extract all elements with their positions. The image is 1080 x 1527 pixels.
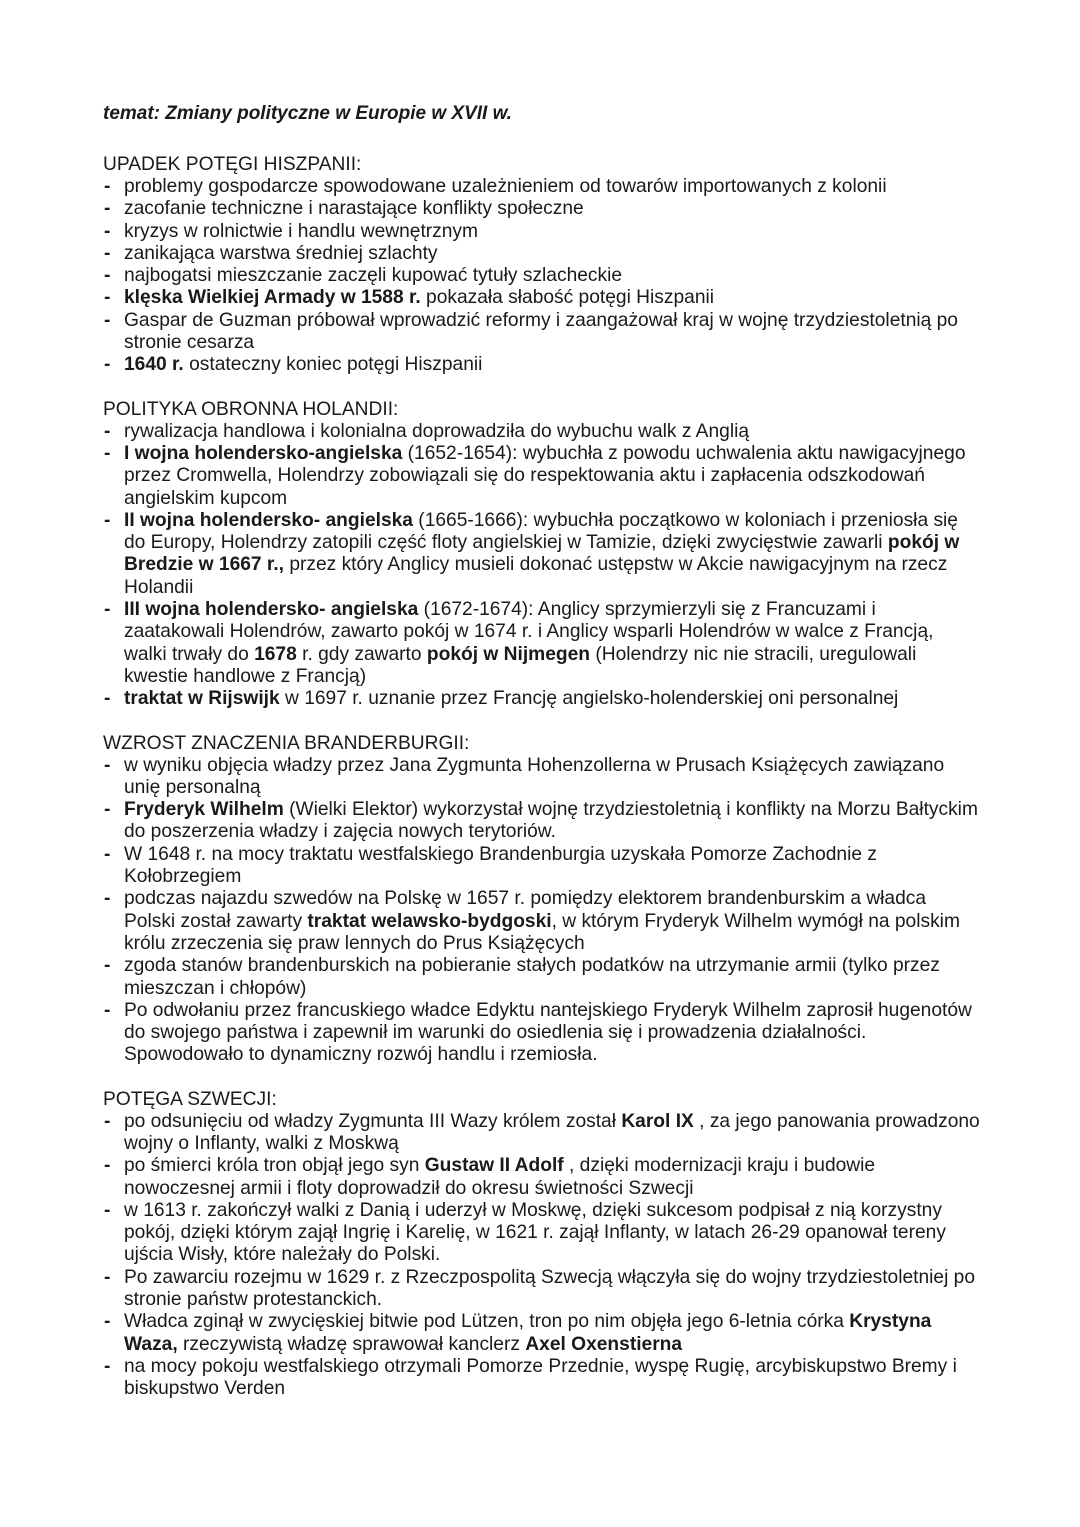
text-run: po odsunięciu od władzy Zygmunta III Wazy królem został [124, 1110, 622, 1132]
page-title: temat: Zmiany polityczne w Europie w XVII w. [103, 103, 512, 124]
section [103, 1089, 980, 1401]
bold-text: 1678 [254, 643, 297, 665]
bold-text: Karol IX [621, 1110, 694, 1132]
text-run: na mocy pokoju westfalskiego otrzymali Pomorze Przednie, wyspę Rugię, arcybiskupstwo Bremy i biskupstwo Verden [124, 1355, 957, 1400]
text-run: (1672-1674): Anglicy sprzymierzyli się z Francuzami i zaatakowali Holendrów, zawarto pokój w 1674 r. i Anglicy wsparli Holendrów w walce z Francją, walki trwały do [124, 599, 934, 665]
list-item [103, 1356, 980, 1401]
section-heading: POTĘGA SZWECJI: [103, 1088, 277, 1110]
list-item [103, 176, 980, 198]
bullet-list [103, 421, 980, 711]
text-run: W 1648 r. na mocy traktatu westfalskiego Brandenburgia uzyskała Pomorze Zachodnie z Kołobrzegiem [124, 843, 877, 888]
text-run: przez który Anglicy musieli dokonać ustępstw w Akcie nawigacyjnym na rzecz Holandii [124, 554, 948, 598]
bold-text: pokój w Nijmegen [426, 643, 591, 665]
bullet-list [103, 1111, 980, 1401]
bold-text: Fryderyk Wilhelm [124, 799, 284, 821]
list-item [103, 755, 980, 800]
list-item [103, 443, 980, 510]
text-run: ostateczny koniec potęgi Hiszpanii [183, 354, 483, 376]
bold-text: Gustaw II Adolf [424, 1155, 564, 1177]
list-item [103, 310, 980, 355]
list-item [103, 844, 980, 889]
list-item [103, 1000, 980, 1067]
text-run: Po zawarciu rozejmu w 1629 r. z Rzeczpospolitą Szwecją włączyła się do wojny trzydziestoletniej po stronie państw protestanckich. [124, 1266, 976, 1311]
section [103, 399, 980, 711]
text-run: w wyniku objęcia władzy przez Jana Zygmunta Hohenzollerna w Prusach Książęcych zawiązano unię personalną [124, 754, 945, 798]
bullet-list [103, 755, 980, 1067]
section-heading: WZROST ZNACZENIA BRANDERBURGII: [103, 732, 470, 754]
bold-text: II wojna holendersko- angielska [124, 509, 413, 531]
text-run: Po odwołaniu przez francuskiego władce Edyktu nantejskiego Fryderyk Wilhelm zaprosił hugenotów do swojego państwa i zapewnił im warunki do osiedlenia się i prowadzenia działalności. Spowodowało to dynamiczny rozwój handlu i rzemiosła. [124, 999, 972, 1066]
text-run: (Wielki Elektor) wykorzystał wojnę trzydziestoletnią i konflikty na Morzu Bałtyckim do poszerzenia władzy i zajęcia nowych terytoriów. [124, 799, 978, 843]
list-item [103, 599, 980, 688]
list-item [103, 1311, 980, 1356]
list-item [103, 799, 980, 844]
list-item [103, 1111, 980, 1156]
bold-text: klęska Wielkiej Armady w 1588 r. [124, 287, 421, 309]
text-run: zacofanie techniczne i narastające konflikty społeczne [124, 198, 584, 220]
text-run: , dzięki modernizacji kraju i budowie nowoczesnej armii i floty doprowadził do okresu świetności Szwecji [124, 1155, 876, 1199]
list-item [103, 198, 980, 220]
text-run: rywalizacja handlowa i kolonialna doprowadziła do wybuchu walk z Anglią [124, 420, 750, 442]
bold-text: 1640 r. [124, 354, 184, 376]
list-item [103, 221, 980, 243]
bullet-list [103, 176, 980, 377]
text-run: najbogatsi mieszczanie zaczęli kupować tytuły szlacheckie [124, 265, 623, 287]
bold-text: traktat w Rijswijk [124, 688, 280, 710]
text-run: zgoda stanów brandenburskich na pobieranie stałych podatków na utrzymanie armii (tylko przez mieszczan i chłopów) [124, 955, 940, 999]
text-run: Władca zginął w zwycięskiej bitwie pod Lützen, tron po nim objęła jego 6-letnia córka [124, 1311, 850, 1333]
bold-text: III wojna holendersko- angielska [124, 599, 419, 621]
section [103, 154, 980, 377]
list-item [103, 1200, 980, 1267]
text-run: , za jego panowania prowadzono wojny o Inflanty, walki z Moskwą [124, 1110, 980, 1154]
text-run: kryzys w rolnictwie i handlu wewnętrznym [124, 220, 479, 242]
bold-text: Axel Oxenstierna [525, 1333, 683, 1355]
text-run: rzeczywistą władzę sprawował kanclerz [177, 1333, 526, 1355]
sections-container [103, 154, 980, 1401]
section [103, 733, 980, 1067]
text-run: Gaspar de Guzman próbował wprowadzić reformy i zaangażował kraj w wojnę trzydziestoletnią po stronie cesarza [124, 309, 958, 354]
list-item [103, 421, 980, 443]
list-item [103, 287, 980, 309]
text-run: (Holendrzy nic nie stracili, uregulowali kwestie handlowe z Francją) [124, 643, 917, 687]
list-item [103, 888, 980, 955]
text-run: problemy gospodarcze spowodowane uzależnieniem od towarów importowanych z kolonii [124, 176, 887, 197]
text-run: pokazała słabość potęgi Hiszpanii [420, 287, 715, 309]
section-heading: POLITYKA OBRONNA HOLANDII: [103, 398, 399, 420]
list-item [103, 265, 980, 287]
list-item [103, 955, 980, 1000]
text-run: (1665-1666): wybuchła początkowo w koloniach i przeniosła się do Europy, Holendrzy zatopili część floty angielskiej w Tamizie, dzięki zwycięstwie zawarli [124, 509, 958, 554]
list-item [103, 688, 980, 710]
text-run: po śmierci króla tron objął jego syn [124, 1155, 425, 1177]
bold-text: pokój w Bredzie w 1667 r., [124, 532, 960, 576]
text-run: w 1697 r. uznanie przez Francję angielsko-holenderskiej oni personalnej [279, 688, 899, 710]
list-item [103, 243, 980, 265]
text-run: (1652-1654): wybuchła z powodu uchwalenia aktu nawigacyjnego przez Cromwella, Holendrzy zobowiązali się do respektowania aktu i zapłacenia odszkodowań angielskim kupcom [124, 442, 966, 509]
text-run: zanikająca warstwa średniej szlachty [124, 242, 438, 264]
bold-text: Krystyna Waza, [124, 1311, 932, 1355]
text-run: podczas najazdu szwedów na Polskę w 1657 r. pomiędzy elektorem brandenburskim a władca Polski został zawarty [124, 888, 927, 932]
text-run: w 1613 r. zakończył walki z Danią i uderzył w Moskwę, dzięki sukcesom podpisał z nią korzystny pokój, dzięki którym zajął Ingrię i Karelię, w 1621 r. zajął Inflanty, w latach 26-29 opanował tereny ujścia Wisły, które należały do Polski. [124, 1199, 946, 1266]
bold-text: traktat welawsko-bydgoski [307, 910, 552, 932]
list-item [103, 1267, 980, 1312]
list-item [103, 1155, 980, 1200]
text-run: r. gdy zawarto [296, 643, 427, 665]
bold-text: I wojna holendersko-angielska [124, 442, 403, 464]
list-item [103, 354, 980, 376]
section-heading: UPADEK POTĘGI HISZPANII: [103, 154, 362, 175]
text-run: , w którym Fryderyk Wilhelm wymógł na polskim królu zrzeczenia się praw lennych do Prus Książęcych [124, 910, 960, 954]
list-item [103, 510, 980, 599]
